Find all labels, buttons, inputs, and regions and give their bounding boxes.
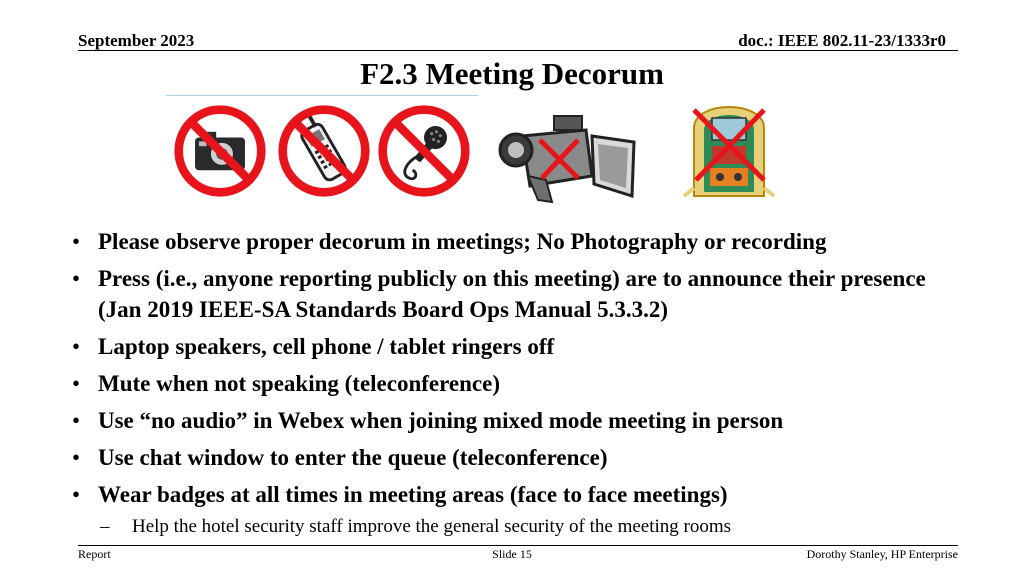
- bullet-item: • Laptop speakers, cell phone / tablet ringers off: [72, 331, 972, 362]
- header-date: September 2023: [78, 31, 195, 50]
- bullet-mark: •: [72, 408, 81, 433]
- bullet-mark: •: [72, 334, 81, 359]
- bullet-mark: •: [72, 229, 81, 254]
- bullet-item: • Press (i.e., anyone reporting publicly on this meeting) are to announce their presence (Jan 2019 IEEE-SA Standards Board Ops Manual 5.3.3.2): [72, 263, 972, 325]
- slide-title: F2.3 Meeting Decorum: [360, 56, 664, 91]
- bullet-mark: •: [72, 445, 81, 470]
- no-photography-icon: [172, 103, 268, 199]
- bullet-item: • Please observe proper decorum in meetings; No Photography or recording: [72, 226, 972, 257]
- footer-author: Dorothy Stanley, HP Enterprise: [806, 547, 958, 561]
- sub-bullet-mark: –: [100, 516, 110, 537]
- bullet-item: • Use “no audio” in Webex when joining mixed mode meeting in person: [72, 405, 972, 436]
- footer-left: Report: [78, 547, 111, 561]
- no-cell-phone-icon: [276, 103, 372, 199]
- bullet-mark: •: [72, 371, 81, 396]
- header-doc-id: doc.: IEEE 802.11-23/1333r0: [738, 31, 946, 50]
- title-underline: [166, 95, 478, 96]
- header-divider: [78, 50, 958, 51]
- bullet-mark: •: [72, 482, 81, 507]
- footer-divider: [78, 545, 958, 546]
- sub-bullet-item: – Help the hotel security staff improve the general security of the meeting rooms: [72, 514, 972, 540]
- no-microphone-icon: [376, 103, 472, 199]
- bullet-item: • Wear badges at all times in meeting areas (face to face meetings): [72, 479, 972, 510]
- bullet-item: • Mute when not speaking (teleconference): [72, 368, 972, 399]
- no-jukebox-icon: [680, 88, 778, 200]
- bullet-item: • Use chat window to enter the queue (teleconference): [72, 442, 972, 473]
- slide-number: Slide 15: [492, 547, 532, 561]
- bullet-mark: •: [72, 266, 81, 291]
- no-video-camera-icon: [494, 106, 640, 210]
- bullet-list: [72, 226, 972, 546]
